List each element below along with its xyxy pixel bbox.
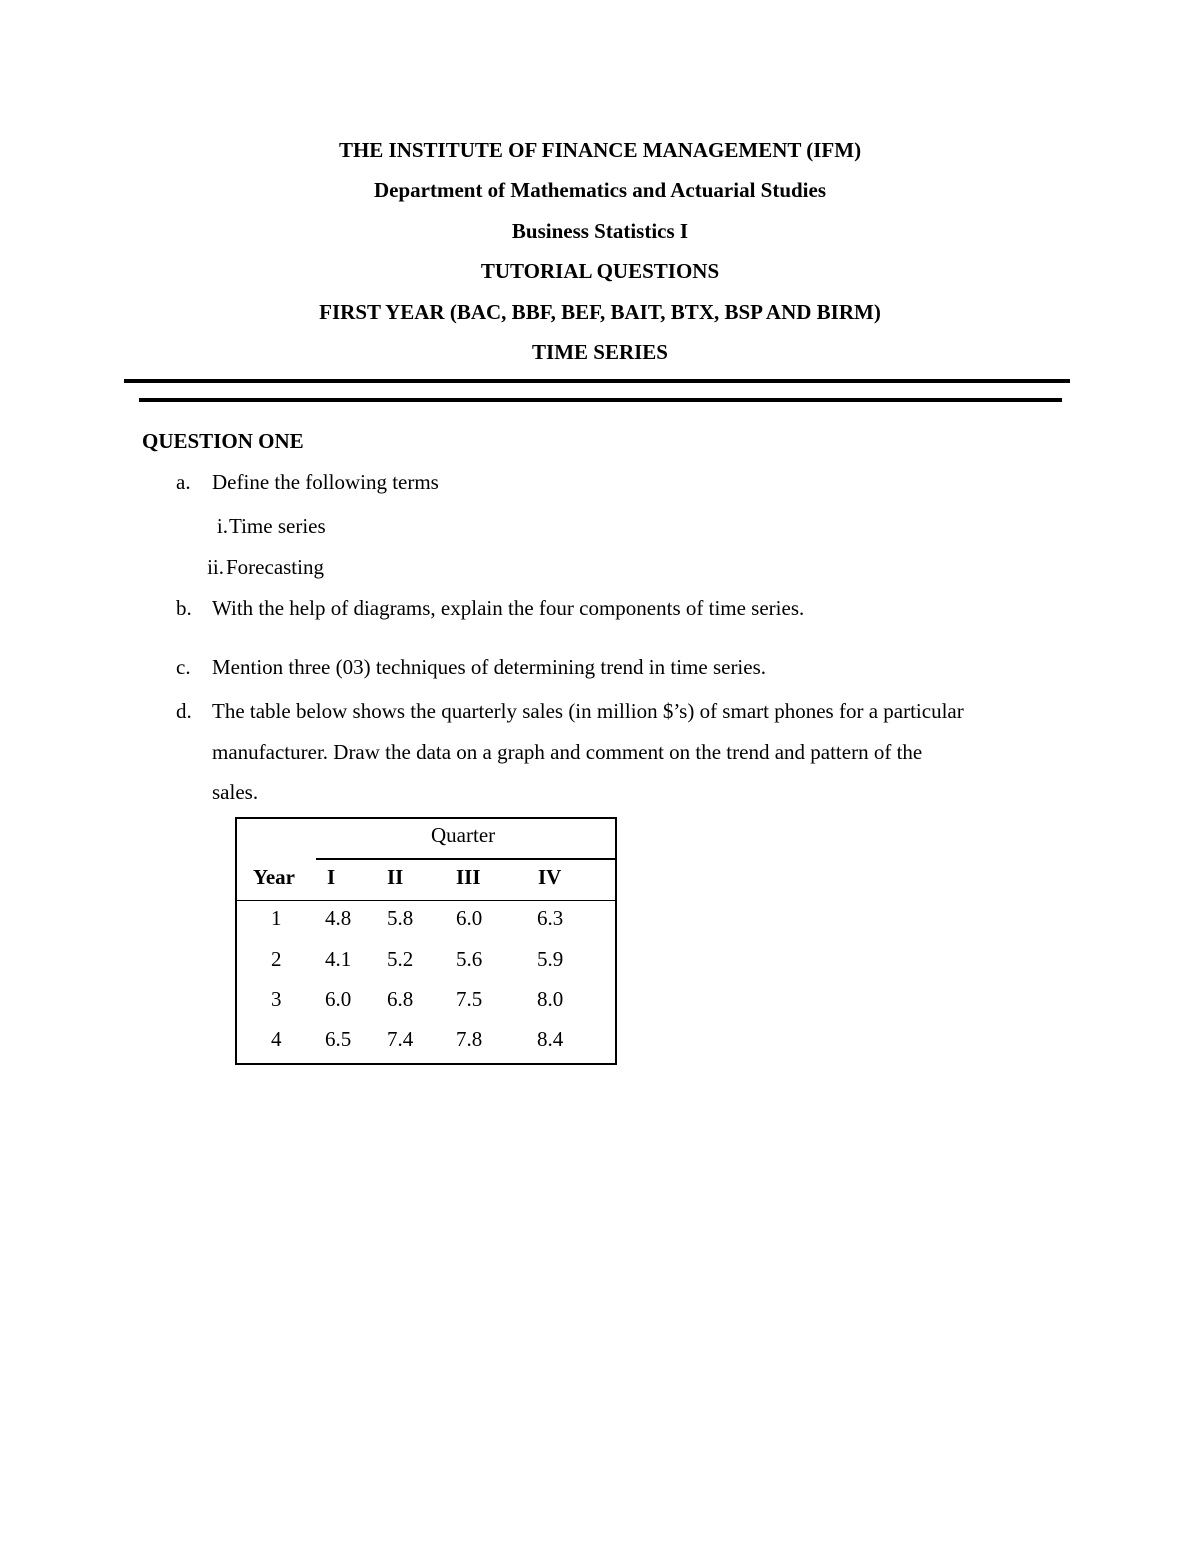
subitem-ii-number: ii. xyxy=(207,555,224,579)
header-rule-top xyxy=(124,379,1070,383)
document-type: TUTORIAL QUESTIONS xyxy=(480,259,720,283)
institute-title: THE INSTITUTE OF FINANCE MANAGEMENT (IFM) xyxy=(338,138,862,162)
quarter-header-4: IV xyxy=(538,865,562,889)
question-title: QUESTION ONE xyxy=(142,429,304,453)
subitem-ii-text: Forecasting xyxy=(226,555,324,579)
quarter-header-1: I xyxy=(327,865,336,889)
department-title: Department of Mathematics and Actuarial Studies xyxy=(373,178,827,202)
table-cell-value: 4.8 xyxy=(325,906,352,930)
item-d-text-line-1: The table below shows the quarterly sales (in million $’s) of smart phones for a particular xyxy=(212,699,964,723)
header-rule-bottom xyxy=(139,398,1062,402)
subitem-i-number: i. xyxy=(216,514,228,538)
table-cell-value: 6.8 xyxy=(387,987,414,1011)
table-cell-value: 7.5 xyxy=(456,987,483,1011)
item-c-text: Mention three (03) techniques of determining trend in time series. xyxy=(212,655,767,679)
quarter-header-rule xyxy=(316,858,615,860)
table-cell-value: 5.2 xyxy=(387,947,414,971)
table-cell-year: 1 xyxy=(271,906,282,930)
table-cell-value: 5.9 xyxy=(537,947,564,971)
item-d-text-line-3: sales. xyxy=(212,780,259,804)
year-column-header: Year xyxy=(253,865,295,889)
item-c-letter: c. xyxy=(176,655,191,679)
sales-table xyxy=(235,817,617,1065)
quarter-group-header: Quarter xyxy=(431,823,496,847)
table-cell-value: 5.8 xyxy=(387,906,414,930)
item-b-text: With the help of diagrams, explain the four components of time series. xyxy=(212,596,805,620)
table-cell-value: 8.0 xyxy=(537,987,564,1011)
table-cell-value: 4.1 xyxy=(325,947,352,971)
topic-title: TIME SERIES xyxy=(532,340,668,364)
table-cell-year: 3 xyxy=(271,987,282,1011)
item-a-text: Define the following terms xyxy=(212,470,439,494)
item-a-letter: a. xyxy=(176,470,191,494)
subitem-i-text: Time series xyxy=(229,514,326,538)
item-d-letter: d. xyxy=(176,699,192,723)
column-header-rule xyxy=(237,900,615,901)
table-cell-value: 7.4 xyxy=(387,1027,414,1051)
table-cell-value: 7.8 xyxy=(456,1027,483,1051)
table-cell-value: 5.6 xyxy=(456,947,483,971)
table-cell-value: 6.3 xyxy=(537,906,564,930)
quarter-header-2: II xyxy=(387,865,404,889)
quarter-header-3: III xyxy=(456,865,481,889)
table-cell-value: 6.0 xyxy=(456,906,483,930)
table-cell-value: 6.0 xyxy=(325,987,352,1011)
table-cell-year: 4 xyxy=(271,1027,282,1051)
table-cell-value: 8.4 xyxy=(537,1027,564,1051)
table-cell-value: 6.5 xyxy=(325,1027,352,1051)
programmes-line: FIRST YEAR (BAC, BBF, BEF, BAIT, BTX, BSP AND BIRM) xyxy=(319,300,881,324)
table-cell-year: 2 xyxy=(271,947,282,971)
item-b-letter: b. xyxy=(176,596,192,620)
item-d-text-line-2: manufacturer. Draw the data on a graph and comment on the trend and pattern of the xyxy=(212,740,923,764)
course-title: Business Statistics I xyxy=(511,219,689,243)
